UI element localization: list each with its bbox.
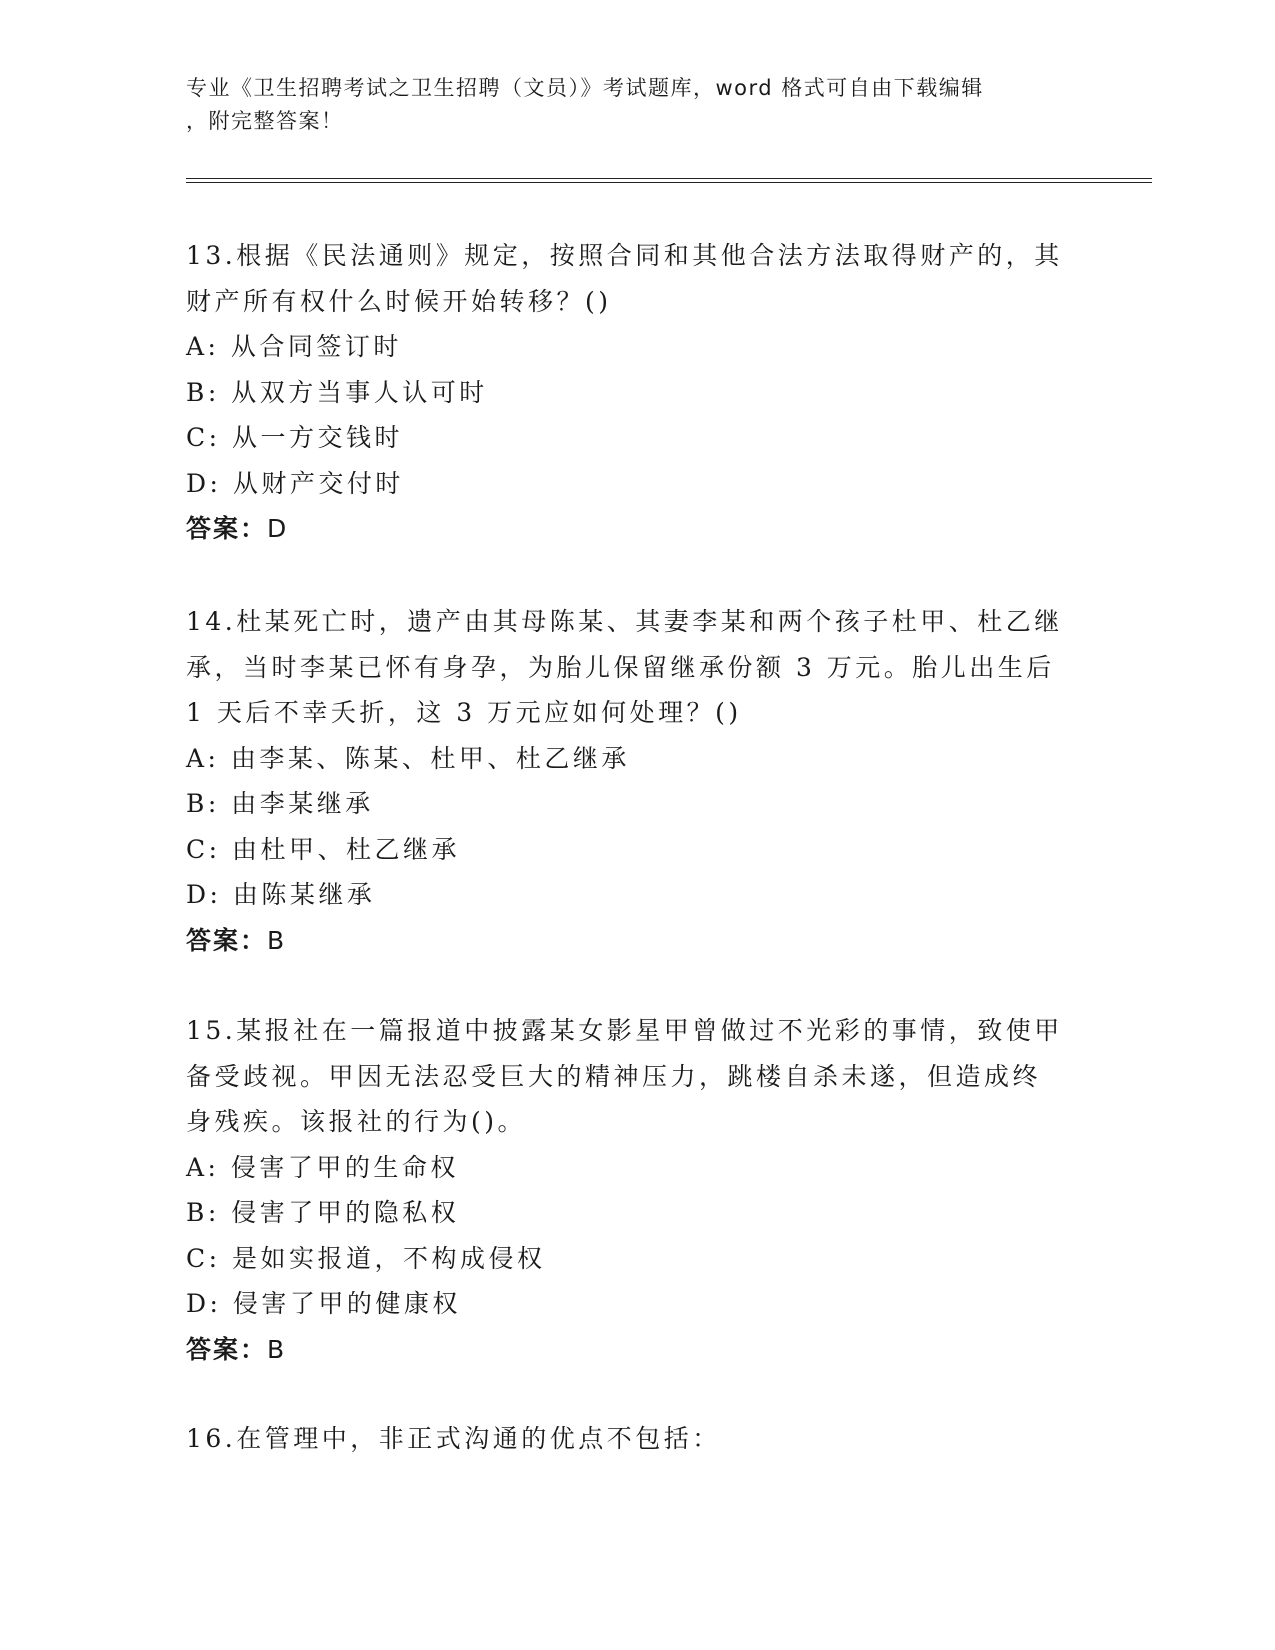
option-b: B: 从双方当事人认可时	[186, 377, 488, 407]
stem-line: 承，当时李某已怀有身孕，为胎儿保留继承份额 3 万元。胎儿出生后	[186, 652, 1055, 682]
option-d: D: 侵害了甲的健康权	[186, 1289, 461, 1318]
option-c: C: 从一方交钱时	[186, 423, 403, 452]
question-15	[186, 1008, 1086, 1372]
document-header	[186, 72, 1086, 138]
stem-line: 备受歧视。甲因无法忍受巨大的精神压力，跳楼自杀未遂，但造成终	[186, 1061, 1042, 1091]
question-stem	[186, 1008, 1086, 1145]
header-line-2: ，附完整答案！	[186, 109, 344, 133]
header-divider-top	[186, 178, 1152, 179]
answer-line	[186, 506, 1086, 552]
header-line-1: 专业《卫生招聘考试之卫生招聘（文员）》考试题库，word 格式可自由下载编辑	[186, 76, 984, 100]
option-d: D: 由陈某继承	[186, 880, 376, 909]
question-stem	[186, 233, 1086, 324]
header-divider-bottom	[186, 182, 1152, 183]
question-stem	[186, 1416, 1086, 1462]
answer-value: D	[267, 514, 289, 543]
answer-line	[186, 1327, 1086, 1373]
option-a: A: 由李某、陈某、杜甲、杜乙继承	[186, 743, 630, 773]
answer-label: 答案：	[186, 925, 268, 955]
option-c: C: 是如实报道，不构成侵权	[186, 1243, 546, 1273]
stem-line: 15.某报社在一篇报道中披露某女影星甲曾做过不光彩的事情，致使甲	[186, 1016, 1063, 1045]
answer-label: 答案：	[186, 514, 268, 543]
question-13	[186, 233, 1086, 552]
option-b: B: 侵害了甲的隐私权	[186, 1198, 460, 1227]
stem-line: 财产所有权什么时候开始转移？()	[186, 286, 612, 316]
answer-line	[186, 918, 1086, 964]
option-b: B: 由李某继承	[186, 789, 374, 818]
answer-value: B	[267, 925, 287, 955]
option-a: A: 从合同签订时	[186, 332, 402, 361]
stem-line: 14.杜某死亡时，遗产由其母陈某、其妻李某和两个孩子杜甲、杜乙继	[186, 607, 1063, 636]
option-a: A: 侵害了甲的生命权	[186, 1152, 459, 1182]
question-14	[186, 599, 1086, 963]
answer-value: B	[267, 1334, 287, 1364]
option-d: D: 从财产交付时	[186, 468, 404, 498]
answer-label: 答案：	[186, 1334, 268, 1364]
stem-line: 16.在管理中，非正式沟通的优点不包括：	[186, 1424, 721, 1453]
stem-line: 13.根据《民法通则》规定，按照合同和其他合法方法取得财产的，其	[186, 241, 1063, 270]
question-16	[186, 1416, 1086, 1462]
stem-line: 1 天后不幸夭折，这 3 万元应如何处理？()	[186, 698, 742, 727]
stem-line: 身残疾。该报社的行为()。	[186, 1107, 527, 1136]
option-c: C: 由杜甲、杜乙继承	[186, 834, 460, 864]
question-stem	[186, 599, 1086, 736]
